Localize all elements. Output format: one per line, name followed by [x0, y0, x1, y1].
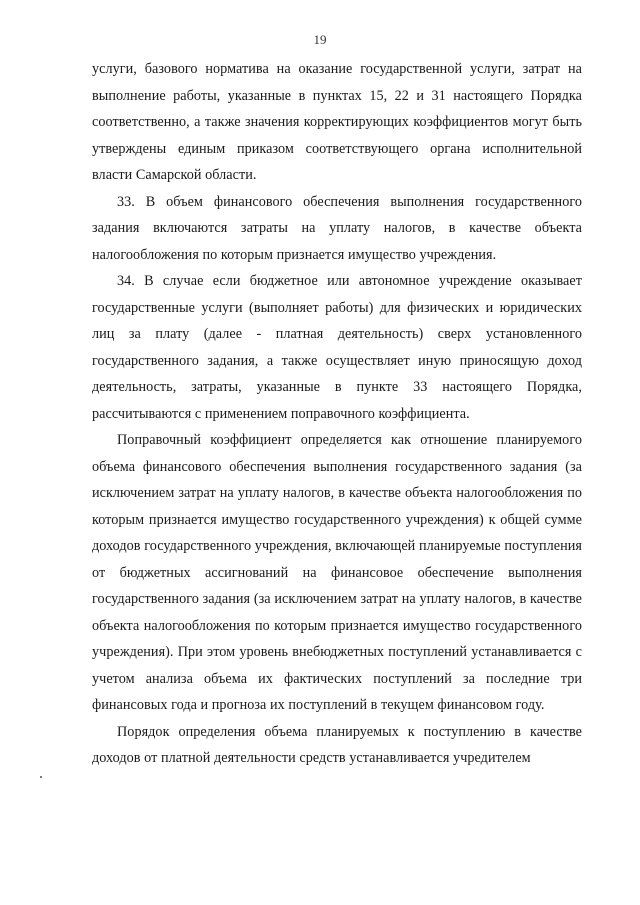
paragraph-income-procedure: Порядок определения объема планируемых к поступлению в качестве доходов от платной деятельности средств устанавливается учредителем	[92, 723, 582, 766]
paragraph-item-33: 33. В объем финансового обеспечения выполнения государственного задания включаются затраты на уплату налогов, в качестве объекта налогообложения по которым признается имущество учреждения.	[92, 193, 582, 263]
scan-speck	[40, 776, 42, 778]
document-body	[92, 56, 582, 772]
paragraph-correction-coefficient: Поправочный коэффициент определяется как отношение планируемого объема финансового обеспечения выполнения государственного задания (за исключением затрат на уплату налогов, в качестве объекта налогообложения по которым признается имущество государственного учреждения) к общей сумме доходов государственного учреждения, включающей планируемые поступления от бюджетных ассигнований на финансовое обеспечение выполнения государственного задания (за исключением затрат на уплату налогов, в качестве объекта налогообложения по которым признается имущество государственного учреждения). При этом уровень внебюджетных поступлений устанавливается с учетом анализа объема их фактических поступлений за последние три финансовых года и прогноза их поступлений в текущем финансовом году.	[92, 432, 582, 713]
paragraph-item-34: 34. В случае если бюджетное или автономное учреждение оказывает государственные услуги (выполняет работы) для физических и юридических лиц за плату (далее - платная деятельность) сверх установленного государственного задания, а также осуществляет иную приносящую доход деятельность, затраты, указанные в пункте 33 настоящего Порядка, рассчитываются с применением поправочного коэффициента.	[92, 273, 582, 422]
page-number: 19	[313, 32, 327, 47]
paragraph-continuation: услуги, базового норматива на оказание государственной услуги, затрат на выполнение работы, указанные в пунктах 15, 22 и 31 настоящего Порядка соответственно, а также значения корректирующих коэффициентов могут быть утверждены единым приказом соответствующего органа исполнительной власти Самарской области.	[92, 61, 582, 183]
